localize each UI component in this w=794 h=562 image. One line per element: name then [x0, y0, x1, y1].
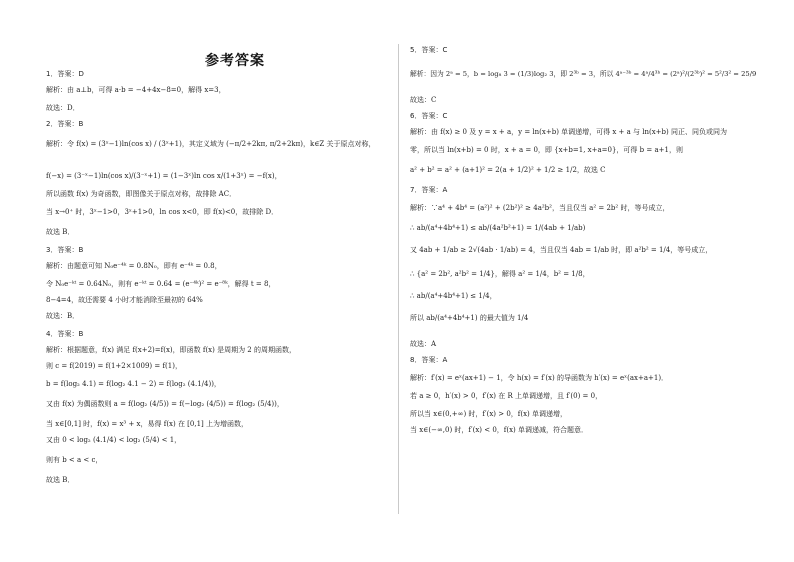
solution-line: 所以函数 f(x) 为奇函数，即图像关于原点对称，故排除 AC．	[46, 190, 237, 198]
solution-line: 又由 0 < log₂ (4.1/4) < log₂ (5/4) < 1，	[46, 436, 182, 444]
solution-line: 解析：∵a⁴ + 4b⁴ = (a²)² + (2b²)² ≥ 4a²b²，当且仅当 a² = 2b² 时，等号成立，	[410, 204, 670, 212]
solution-line: 故选：B．	[46, 312, 80, 320]
solution-line: 则 c = f(2019) = f(1+2×1009) = f(1)，	[46, 362, 182, 370]
solution-line: ∴ ab/(a⁴+4b⁴+1) ≤ 1/4，	[410, 292, 497, 300]
solution-line: ∴ ab/(a⁴+4b⁴+1) ≤ ab/(4a²b²+1) = 1/(4ab + 1/ab)	[410, 224, 586, 232]
answer-heading: 1．答案：D	[46, 70, 84, 78]
solution-line: 解析：由题意可知 N₀e⁻⁴ᵏ = 0.8N₀，即有 e⁻⁴ᵏ = 0.8，	[46, 262, 222, 270]
solution-line: 所以当 x∈(0,+∞) 时，f′(x) > 0，f(x) 单调递增，	[410, 410, 568, 418]
solution-line: 解析：令 f(x) = (3ˣ−1)ln(cos x) / (3ˣ+1)，其定义域为 (−π/2+2kπ, π/2+2kπ)，k∈Z 关于原点对称，	[46, 140, 376, 148]
answer-heading: 5．答案：C	[410, 46, 448, 54]
solution-line: 解析：由 f(x) ≥ 0 及 y = x + a，y = ln(x+b) 单调递增，可得 x + a 与 ln(x+b) 同正、同负或同为	[410, 128, 727, 136]
solution-line: 当 x∈[0,1] 时，f(x) = x³ + x，易得 f(x) 在 [0,1] 上为增函数，	[46, 420, 249, 428]
solution-line: 解析：根据题意，f(x) 满足 f(x+2)=f(x)，即函数 f(x) 是周期为 2 的周期函数，	[46, 346, 296, 354]
solution-line: 若 a ≥ 0，h′(x) > 0，f′(x) 在 R 上单调递增，且 f′(0) = 0，	[410, 392, 603, 400]
answer-heading: 6．答案：C	[410, 112, 448, 120]
solution-line: 所以 ab/(a⁴+4b⁴+1) 的最大值为 1/4	[410, 314, 529, 322]
column-divider	[398, 44, 399, 514]
solution-line: 解析：因为 2ᵃ = 5，b = log₈ 3 = (1/3)log₂ 3，即 2³ᵇ = 3，所以 4ᵃ⁻³ᵇ = 4ᵃ/4³ᵇ = (2ᵃ)²/(2³ᵇ)² = 5²/3² = 25/9	[410, 70, 757, 78]
solution-line: 又 4ab + 1/ab ≥ 2√(4ab · 1/ab) = 4，当且仅当 4ab = 1/ab 时，即 a²b² = 1/4，等号成立，	[410, 246, 713, 254]
solution-line: 则有 b < a < c，	[46, 456, 103, 464]
solution-line: 8−4=4，故还需要 4 小时才能消除至最初的 64%	[46, 296, 203, 304]
solution-line: 解析：f′(x) = eˣ(ax+1) − 1，令 h(x) = f′(x) 的导函数为 h′(x) = eˣ(ax+a+1)．	[410, 374, 669, 382]
solution-line: 故选：D．	[46, 104, 80, 112]
solution-line: f(−x) = (3⁻ˣ−1)ln(cos x)/(3⁻ˣ+1) = (1−3ˣ)ln cos x/(1+3ˣ) = −f(x)，	[46, 172, 282, 180]
solution-line: 零，所以当 ln(x+b) = 0 时，x + a = 0，即 {x+b=1, x+a=0}，可得 b = a+1，则	[410, 146, 683, 154]
answer-heading: 4．答案：B	[46, 330, 84, 338]
answer-heading: 7．答案：A	[410, 186, 448, 194]
solution-line: 故选 B．	[46, 228, 75, 236]
answer-heading: 3．答案：B	[46, 246, 84, 254]
solution-line: 又由 f(x) 为偶函数则 a = f(log₂ (4/5)) = f(−log₂ (4/5)) = f(log₂ (5/4))，	[46, 400, 284, 408]
solution-line: 故选：A	[410, 340, 437, 348]
answer-heading: 2．答案：B	[46, 120, 84, 128]
solution-line: 当 x∈(−∞,0) 时，f′(x) < 0，f(x) 单调递减，符合题意．	[410, 426, 589, 434]
solution-line: 当 x→0⁺ 时，3ˣ−1>0，3ˣ+1>0，ln cos x<0，即 f(x)<0，故排除 D．	[46, 208, 279, 216]
answer-heading: 8．答案：A	[410, 356, 448, 364]
solution-line: 解析：由 a⊥b，可得 a·b = −4+4x−8=0，解得 x=3，	[46, 86, 226, 94]
solution-line: 故选：C	[410, 96, 437, 104]
solution-line: b = f(log₂ 4.1) = f(log₂ 4.1 − 2) = f(log₂ (4.1/4))，	[46, 380, 221, 388]
solution-line: 故选 B．	[46, 476, 75, 484]
solution-line: 令 N₀e⁻ᵏᵗ = 0.64N₀，则有 e⁻ᵏᵗ = 0.64 = (e⁻⁴ᵏ)² = e⁻⁸ᵏ，解得 t = 8，	[46, 280, 276, 288]
solution-line: a² + b² = a² + (a+1)² = 2(a + 1/2)² + 1/2 ≥ 1/2，故选 C	[410, 166, 606, 174]
page-title: 参考答案	[205, 53, 265, 69]
solution-line: ∴ {a² = 2b², a²b² = 1/4}，解得 a² = 1/4，b² = 1/8，	[410, 270, 590, 278]
